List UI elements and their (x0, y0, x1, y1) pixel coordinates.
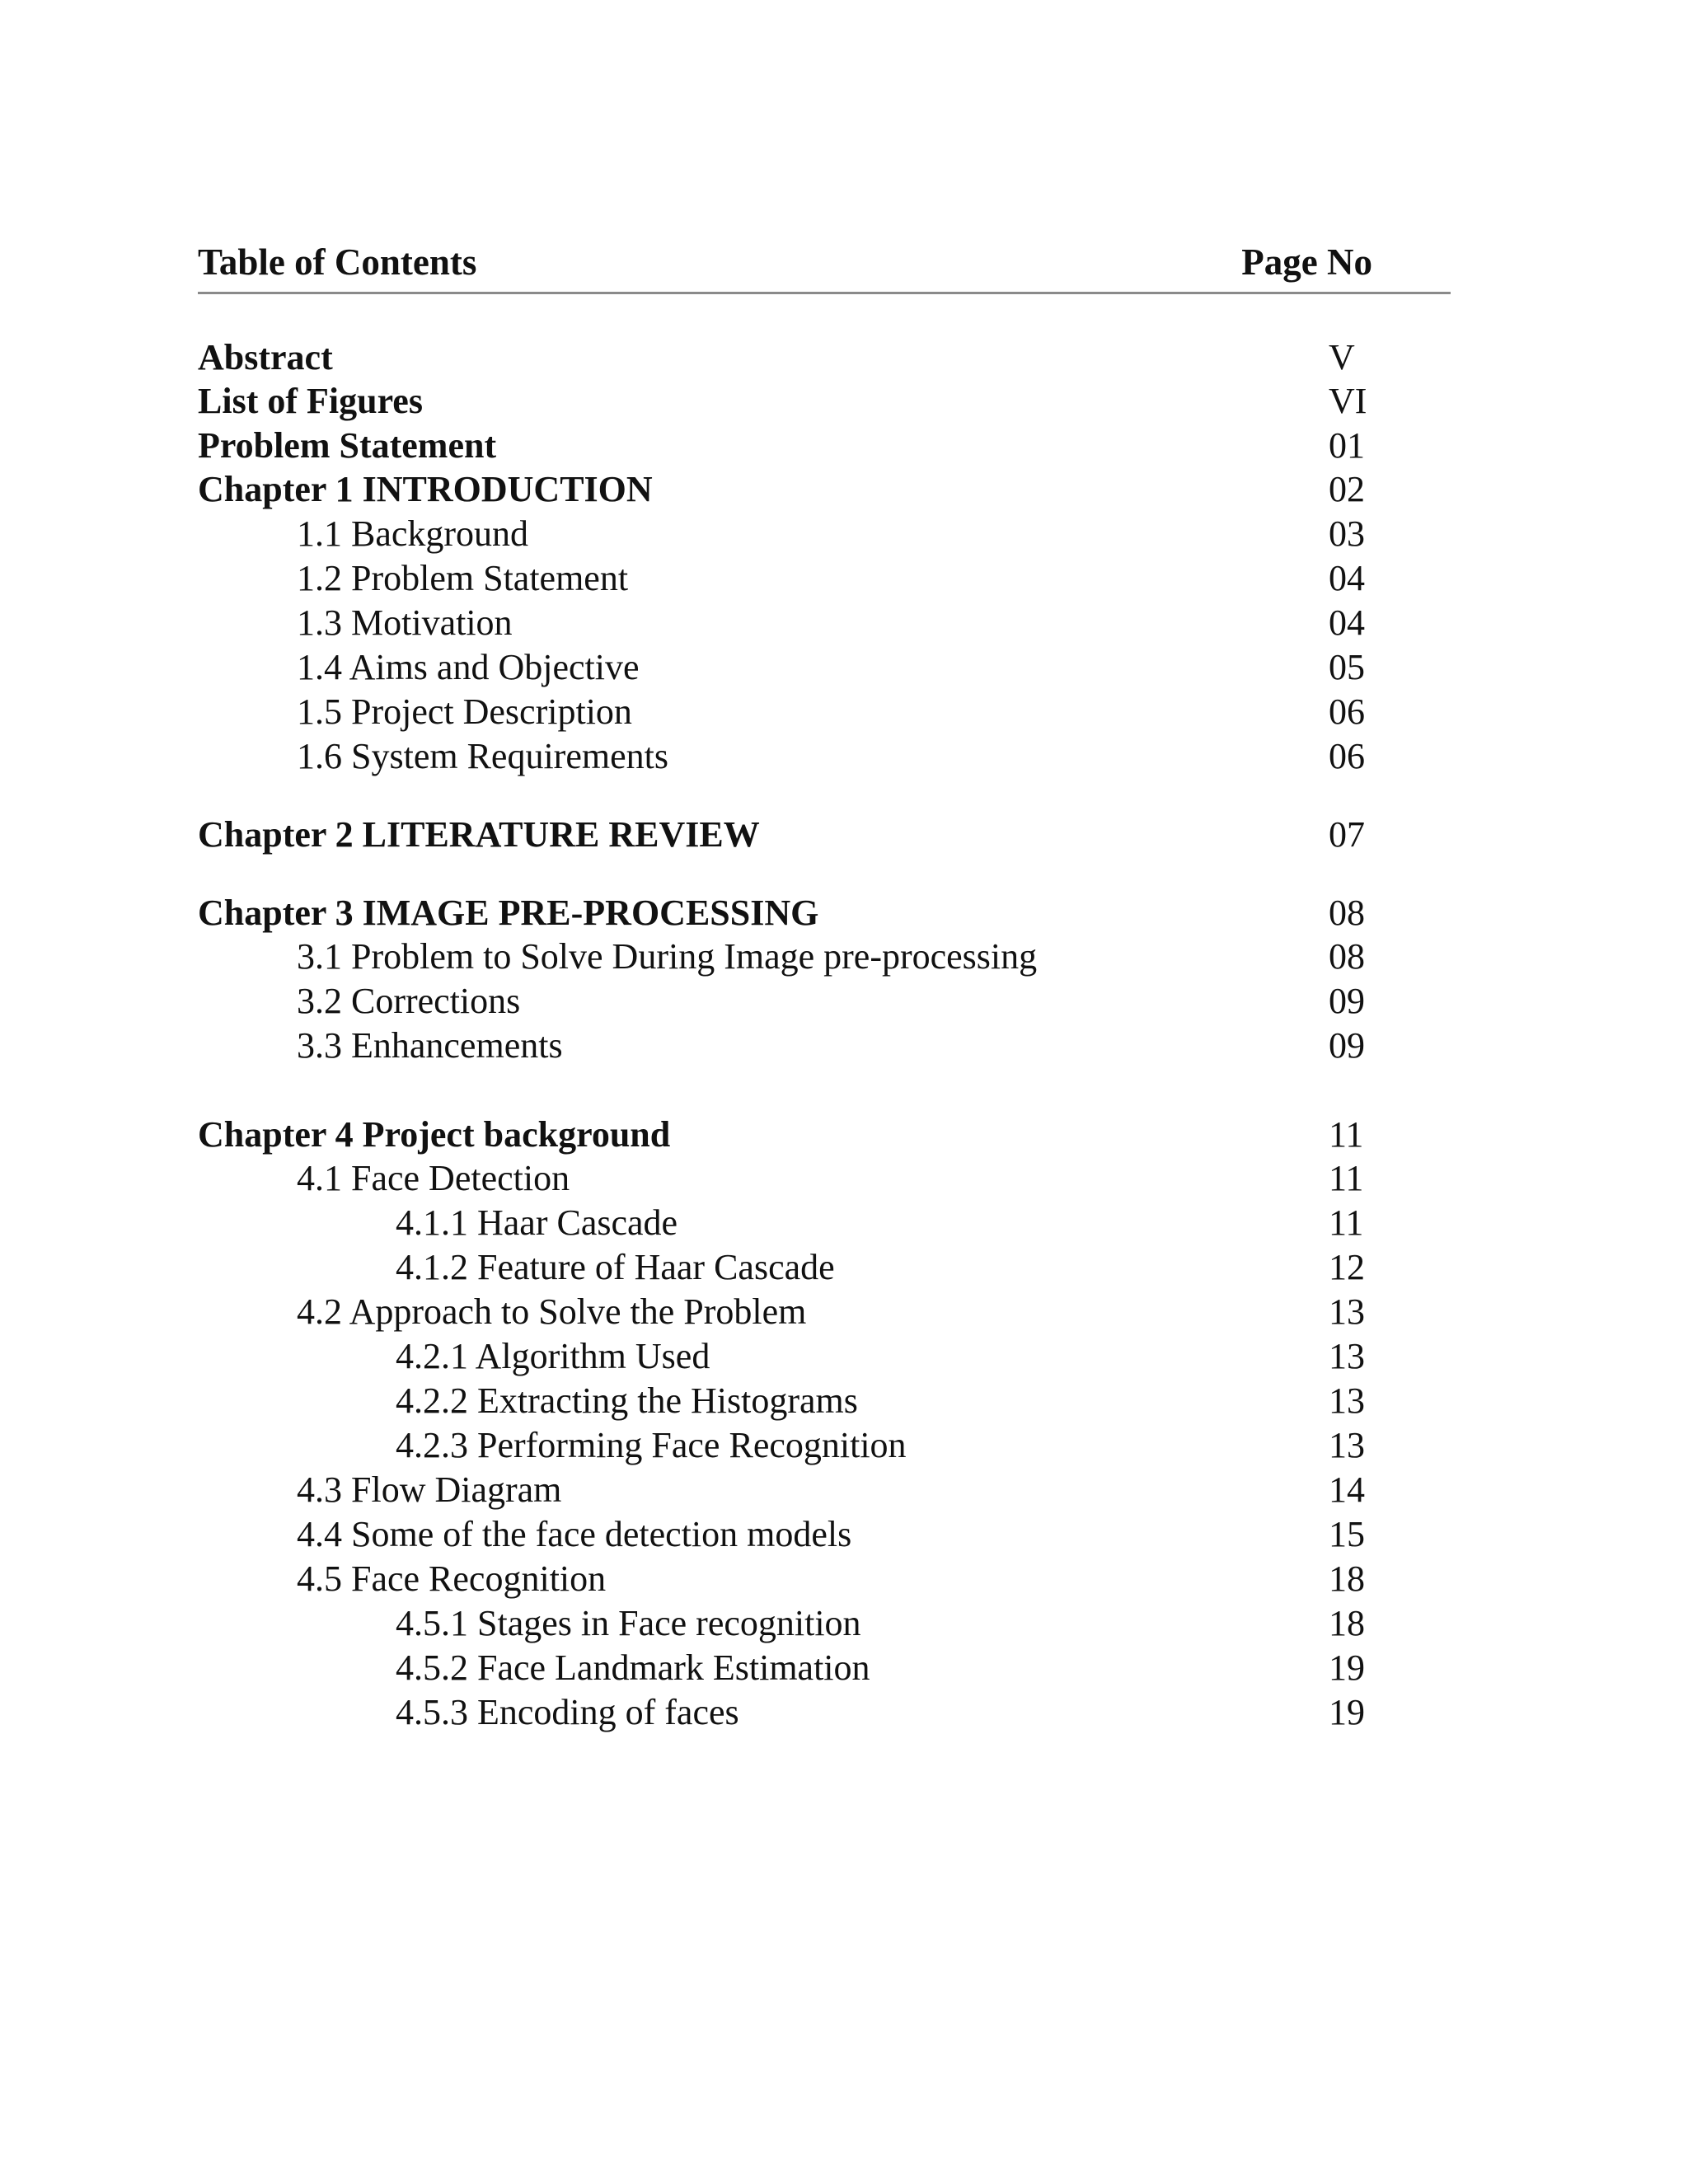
toc-entry-4-4[interactable] (0, 1512, 1688, 1557)
toc-entry-4-5-1[interactable] (0, 1601, 1688, 1646)
toc-entry-4-2[interactable] (0, 1290, 1688, 1334)
toc-entry-label: Chapter 3 IMAGE PRE-PROCESSING (198, 893, 819, 933)
toc-entry-chapter-3[interactable] (0, 891, 1688, 935)
toc-entry-page: 14 (1329, 1469, 1365, 1510)
toc-entry-label: Chapter 1 INTRODUCTION (198, 469, 653, 509)
toc-entry-3-2[interactable] (0, 979, 1688, 1024)
toc-entry-label: 4.3 Flow Diagram (297, 1469, 562, 1510)
toc-entry-label: 4.5.2 Face Landmark Estimation (396, 1647, 870, 1688)
toc-entry-1-3[interactable] (0, 601, 1688, 645)
toc-entry-page: 19 (1329, 1692, 1365, 1732)
toc-entry-label: 4.2.1 Algorithm Used (396, 1336, 710, 1376)
toc-entry-label: Problem Statement (198, 425, 497, 466)
toc-entry-page: 12 (1329, 1247, 1365, 1287)
toc-entry-page: 04 (1329, 558, 1365, 598)
toc-entry-label: 4.5.3 Encoding of faces (396, 1692, 739, 1732)
toc-entry-page: 03 (1329, 513, 1365, 554)
toc-entry-problem-statement[interactable] (0, 424, 1688, 468)
toc-entry-1-5[interactable] (0, 690, 1688, 734)
toc-entry-4-2-2[interactable] (0, 1379, 1688, 1423)
toc-entry-page: 06 (1329, 691, 1365, 732)
toc-entry-label: 1.2 Problem Statement (297, 558, 629, 598)
toc-entry-4-1-1[interactable] (0, 1201, 1688, 1245)
toc-entry-1-2[interactable] (0, 556, 1688, 601)
toc-entry-label: 1.1 Background (297, 513, 529, 554)
toc-entry-page: 04 (1329, 602, 1365, 643)
toc-entry-page: 13 (1329, 1336, 1365, 1376)
toc-entry-label: 3.2 Corrections (297, 981, 521, 1021)
page-number-heading: Page No (1241, 241, 1372, 283)
toc-entry-label: 3.1 Problem to Solve During Image pre-processing (297, 936, 1038, 977)
toc-entry-label: 4.2.2 Extracting the Histograms (396, 1380, 858, 1421)
toc-entry-3-1[interactable] (0, 935, 1688, 979)
toc-entry-label: 4.1.2 Feature of Haar Cascade (396, 1247, 835, 1287)
toc-entry-list-of-figures[interactable] (0, 379, 1688, 424)
toc-entry-page: V (1329, 337, 1355, 377)
toc-entry-page: 06 (1329, 736, 1365, 776)
toc-entry-chapter-1[interactable] (0, 467, 1688, 512)
toc-entry-1-4[interactable] (0, 645, 1688, 690)
toc-entry-page: 11 (1329, 1114, 1364, 1155)
toc-entry-4-2-3[interactable] (0, 1423, 1688, 1468)
toc-entry-3-3[interactable] (0, 1024, 1688, 1068)
toc-entry-page: 13 (1329, 1425, 1365, 1465)
toc-title: Table of Contents (198, 241, 477, 283)
toc-entry-label: 1.4 Aims and Objective (297, 647, 640, 687)
toc-entry-page: VI (1329, 381, 1367, 421)
toc-entry-label: Abstract (198, 337, 333, 377)
toc-entry-label: 4.5.1 Stages in Face recognition (396, 1603, 861, 1643)
toc-entry-page: 09 (1329, 1025, 1365, 1066)
toc-entry-page: 13 (1329, 1380, 1365, 1421)
toc-entry-label: 1.3 Motivation (297, 602, 513, 643)
toc-entry-label: 1.5 Project Description (297, 691, 632, 732)
toc-entry-4-5-2[interactable] (0, 1646, 1688, 1690)
toc-entry-label: List of Figures (198, 381, 423, 421)
toc-entry-abstract[interactable] (0, 335, 1688, 380)
toc-entry-4-3[interactable] (0, 1468, 1688, 1512)
toc-entry-4-5[interactable] (0, 1557, 1688, 1601)
toc-entry-4-1[interactable] (0, 1156, 1688, 1201)
toc-entry-4-1-2[interactable] (0, 1245, 1688, 1290)
toc-entry-page: 13 (1329, 1291, 1365, 1332)
toc-entry-chapter-2[interactable] (0, 813, 1688, 857)
toc-entry-1-1[interactable] (0, 512, 1688, 556)
toc-entry-label: Chapter 4 Project background (198, 1114, 671, 1155)
toc-entry-4-5-3[interactable] (0, 1690, 1688, 1735)
toc-entry-page: 08 (1329, 936, 1365, 977)
toc-entry-page: 01 (1329, 425, 1365, 466)
toc-entry-label: 4.1.1 Haar Cascade (396, 1202, 678, 1243)
toc-entry-1-6[interactable] (0, 734, 1688, 779)
toc-entry-page: 05 (1329, 647, 1365, 687)
toc-entry-label: Chapter 2 LITERATURE REVIEW (198, 814, 760, 855)
toc-entry-page: 11 (1329, 1202, 1364, 1243)
toc-entry-label: 4.2.3 Performing Face Recognition (396, 1425, 907, 1465)
toc-entry-page: 08 (1329, 893, 1365, 933)
toc-entry-page: 11 (1329, 1158, 1364, 1198)
toc-entry-label: 4.1 Face Detection (297, 1158, 570, 1198)
toc-entry-page: 02 (1329, 469, 1365, 509)
toc-entry-4-2-1[interactable] (0, 1334, 1688, 1379)
toc-entry-page: 07 (1329, 814, 1365, 855)
toc-entry-page: 15 (1329, 1514, 1365, 1554)
toc-entry-label: 4.2 Approach to Solve the Problem (297, 1291, 807, 1332)
toc-entry-label: 3.3 Enhancements (297, 1025, 563, 1066)
toc-entry-page: 18 (1329, 1603, 1365, 1643)
toc-entry-page: 19 (1329, 1647, 1365, 1688)
toc-entry-page: 18 (1329, 1558, 1365, 1599)
toc-entry-label: 4.5 Face Recognition (297, 1558, 607, 1599)
toc-entry-chapter-4[interactable] (0, 1113, 1688, 1157)
toc-entry-label: 4.4 Some of the face detection models (297, 1514, 852, 1554)
toc-entry-label: 1.6 System Requirements (297, 736, 668, 776)
toc-entry-page: 09 (1329, 981, 1365, 1021)
